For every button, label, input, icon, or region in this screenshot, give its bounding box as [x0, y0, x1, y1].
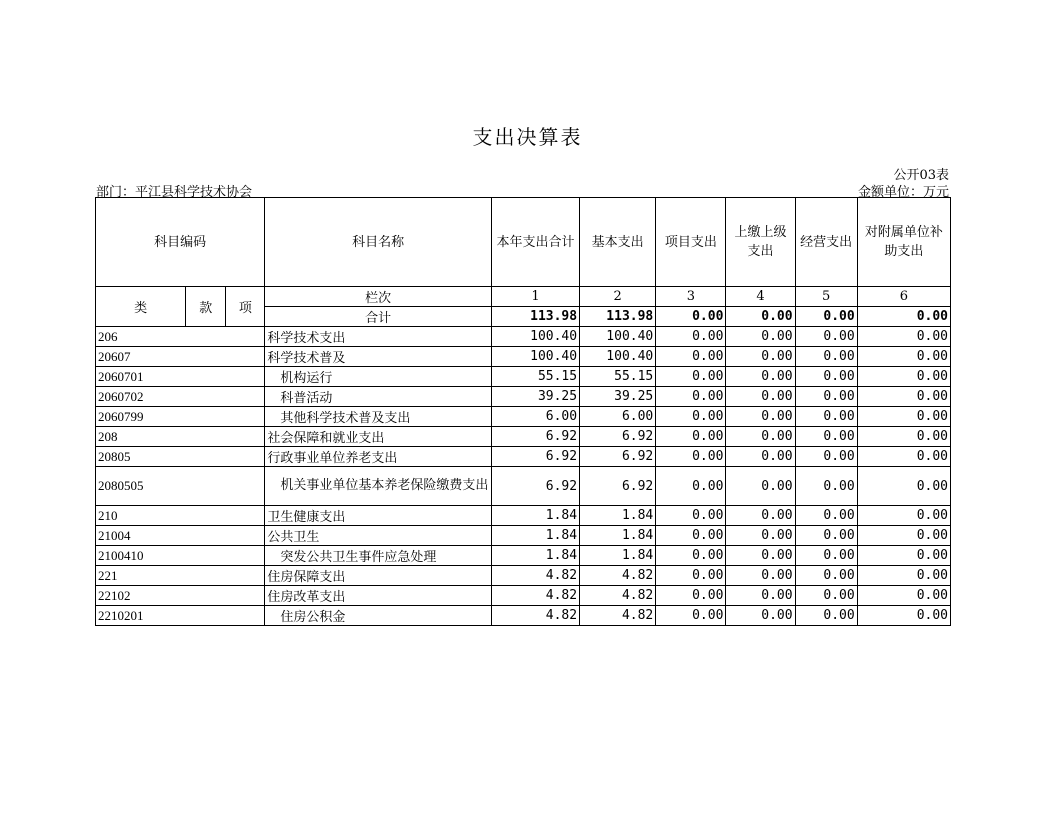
amount-cell: 0.00 — [857, 367, 950, 387]
subject-code: 210 — [96, 506, 186, 526]
subject-code: 221 — [96, 566, 186, 586]
table-row — [96, 566, 951, 586]
sum-value: 113.98 — [580, 307, 656, 327]
amount-cell: 4.82 — [491, 606, 579, 626]
subject-code: 206 — [96, 327, 186, 347]
table-row — [96, 447, 951, 467]
amount-cell: 0.00 — [857, 566, 950, 586]
sum-value: 0.00 — [795, 307, 857, 327]
subject-name: 其他科学技术普及支出 — [265, 407, 492, 427]
subject-code: 22102 — [96, 586, 186, 606]
amount-cell: 100.40 — [580, 347, 656, 367]
header-subject-name: 科目名称 — [265, 198, 492, 287]
table-row — [96, 327, 951, 347]
amount-cell: 6.92 — [491, 467, 579, 506]
amount-cell: 0.00 — [656, 526, 726, 546]
table-body — [96, 327, 951, 626]
amount-cell: 0.00 — [656, 566, 726, 586]
amount-cell: 0.00 — [726, 407, 795, 427]
amount-cell: 0.00 — [726, 427, 795, 447]
subject-name: 住房改革支出 — [265, 586, 492, 606]
amount-cell: 0.00 — [656, 347, 726, 367]
table-row — [96, 506, 951, 526]
header-subsidy: 对附属单位补助支出 — [857, 198, 950, 287]
amount-cell: 6.92 — [491, 447, 579, 467]
amount-cell: 0.00 — [795, 327, 857, 347]
sum-value: 113.98 — [491, 307, 579, 327]
header-basic: 基本支出 — [580, 198, 656, 287]
amount-cell: 1.84 — [580, 506, 656, 526]
amount-cell: 0.00 — [857, 506, 950, 526]
code-spacer — [186, 407, 265, 427]
amount-cell: 6.00 — [580, 407, 656, 427]
amount-cell: 1.84 — [491, 546, 579, 566]
amount-cell: 0.00 — [795, 347, 857, 367]
amount-cell: 39.25 — [580, 387, 656, 407]
amount-cell: 6.92 — [580, 467, 656, 506]
amount-cell: 0.00 — [726, 586, 795, 606]
col-num: 1 — [491, 287, 579, 307]
amount-cell: 1.84 — [580, 546, 656, 566]
amount-cell: 6.00 — [491, 407, 579, 427]
amount-cell: 0.00 — [795, 427, 857, 447]
amount-unit-label: 金额单位：万元 — [857, 185, 949, 200]
header-operate: 经营支出 — [795, 198, 857, 287]
amount-cell: 0.00 — [656, 327, 726, 347]
subject-name: 机关事业单位基本养老保险缴费支出 — [265, 467, 492, 506]
amount-cell: 0.00 — [795, 566, 857, 586]
amount-cell: 0.00 — [857, 586, 950, 606]
amount-cell: 0.00 — [726, 447, 795, 467]
col-num: 4 — [726, 287, 795, 307]
amount-cell: 0.00 — [795, 467, 857, 506]
header-lei: 类 — [96, 287, 186, 327]
amount-cell: 4.82 — [580, 586, 656, 606]
table-row — [96, 546, 951, 566]
amount-cell: 0.00 — [656, 427, 726, 447]
amount-cell: 0.00 — [656, 387, 726, 407]
amount-cell: 0.00 — [656, 447, 726, 467]
amount-cell: 4.82 — [580, 606, 656, 626]
amount-cell: 0.00 — [656, 367, 726, 387]
sum-value: 0.00 — [726, 307, 795, 327]
table-row — [96, 526, 951, 546]
amount-cell: 100.40 — [491, 347, 579, 367]
code-spacer — [186, 327, 265, 347]
amount-cell: 1.84 — [580, 526, 656, 546]
expenditure-table — [95, 197, 951, 626]
amount-cell: 0.00 — [726, 467, 795, 506]
subject-name: 机构运行 — [265, 367, 492, 387]
amount-cell: 55.15 — [580, 367, 656, 387]
amount-cell: 6.92 — [580, 427, 656, 447]
amount-cell: 0.00 — [857, 447, 950, 467]
header-xiang: 项 — [226, 287, 265, 327]
code-spacer — [186, 526, 265, 546]
code-spacer — [186, 447, 265, 467]
amount-cell: 0.00 — [795, 526, 857, 546]
amount-cell: 0.00 — [656, 506, 726, 526]
amount-cell: 0.00 — [656, 586, 726, 606]
header-column-label: 栏次 — [265, 287, 492, 307]
subject-code: 2100410 — [96, 546, 186, 566]
amount-cell: 55.15 — [491, 367, 579, 387]
header-remit: 上缴上级支出 — [726, 198, 795, 287]
code-spacer — [186, 387, 265, 407]
subject-name: 行政事业单位养老支出 — [265, 447, 492, 467]
amount-cell: 6.92 — [580, 447, 656, 467]
amount-cell: 0.00 — [726, 347, 795, 367]
subject-code: 2210201 — [96, 606, 186, 626]
subject-code: 20805 — [96, 447, 186, 467]
col-num: 2 — [580, 287, 656, 307]
page-title: 支出决算表 — [472, 125, 583, 149]
amount-cell: 0.00 — [726, 327, 795, 347]
table-row — [96, 467, 951, 506]
subject-name: 住房保障支出 — [265, 566, 492, 586]
amount-cell: 0.00 — [795, 606, 857, 626]
amount-cell: 0.00 — [726, 367, 795, 387]
amount-cell: 0.00 — [726, 606, 795, 626]
amount-cell: 0.00 — [795, 546, 857, 566]
subject-code: 208 — [96, 427, 186, 447]
table-row — [96, 407, 951, 427]
amount-cell: 0.00 — [656, 546, 726, 566]
subject-code: 2060799 — [96, 407, 186, 427]
table-row — [96, 387, 951, 407]
amount-cell: 0.00 — [726, 546, 795, 566]
subject-name: 公共卫生 — [265, 526, 492, 546]
subject-name: 科学技术支出 — [265, 327, 492, 347]
amount-cell: 0.00 — [857, 467, 950, 506]
table-row — [96, 586, 951, 606]
code-spacer — [186, 506, 265, 526]
amount-cell: 0.00 — [857, 546, 950, 566]
code-spacer — [186, 367, 265, 387]
table-row — [96, 367, 951, 387]
subject-name: 住房公积金 — [265, 606, 492, 626]
amount-cell: 100.40 — [580, 327, 656, 347]
subject-name: 突发公共卫生事件应急处理 — [265, 546, 492, 566]
amount-cell: 0.00 — [656, 407, 726, 427]
amount-cell: 0.00 — [795, 367, 857, 387]
table-row — [96, 606, 951, 626]
amount-cell: 0.00 — [795, 387, 857, 407]
amount-cell: 0.00 — [726, 526, 795, 546]
amount-cell: 1.84 — [491, 526, 579, 546]
subject-code: 2080505 — [96, 467, 186, 506]
col-num: 5 — [795, 287, 857, 307]
amount-cell: 4.82 — [491, 566, 579, 586]
sum-value: 0.00 — [656, 307, 726, 327]
code-spacer — [186, 566, 265, 586]
amount-cell: 100.40 — [491, 327, 579, 347]
subject-name: 科普活动 — [265, 387, 492, 407]
form-number: 公开03表 — [893, 168, 949, 183]
department-label: 部门：平江县科学技术协会 — [96, 185, 253, 200]
subject-code: 2060702 — [96, 387, 186, 407]
amount-cell: 4.82 — [580, 566, 656, 586]
header-project: 项目支出 — [656, 198, 726, 287]
subject-name: 卫生健康支出 — [265, 506, 492, 526]
amount-cell: 0.00 — [656, 467, 726, 506]
subject-code: 20607 — [96, 347, 186, 367]
amount-cell: 1.84 — [491, 506, 579, 526]
amount-cell: 0.00 — [726, 387, 795, 407]
amount-cell: 0.00 — [857, 526, 950, 546]
sum-label: 合计 — [265, 307, 492, 327]
subject-name: 科学技术普及 — [265, 347, 492, 367]
amount-cell: 0.00 — [726, 506, 795, 526]
subject-code: 2060701 — [96, 367, 186, 387]
amount-cell: 4.82 — [491, 586, 579, 606]
amount-cell: 0.00 — [857, 427, 950, 447]
code-spacer — [186, 586, 265, 606]
amount-cell: 6.92 — [491, 427, 579, 447]
code-spacer — [186, 467, 265, 506]
amount-cell: 0.00 — [656, 606, 726, 626]
amount-cell: 0.00 — [857, 347, 950, 367]
header-kuan: 款 — [186, 287, 226, 327]
sum-value: 0.00 — [857, 307, 950, 327]
code-spacer — [186, 606, 265, 626]
amount-cell: 0.00 — [857, 407, 950, 427]
subject-name: 社会保障和就业支出 — [265, 427, 492, 447]
table-row — [96, 347, 951, 367]
amount-cell: 39.25 — [491, 387, 579, 407]
amount-cell: 0.00 — [795, 506, 857, 526]
col-num: 3 — [656, 287, 726, 307]
amount-cell: 0.00 — [726, 566, 795, 586]
amount-cell: 0.00 — [795, 586, 857, 606]
code-spacer — [186, 347, 265, 367]
subject-code: 21004 — [96, 526, 186, 546]
amount-cell: 0.00 — [795, 407, 857, 427]
amount-cell: 0.00 — [857, 606, 950, 626]
amount-cell: 0.00 — [857, 327, 950, 347]
code-spacer — [186, 427, 265, 447]
amount-cell: 0.00 — [795, 447, 857, 467]
amount-cell: 0.00 — [857, 387, 950, 407]
header-total: 本年支出合计 — [491, 198, 579, 287]
table-row — [96, 427, 951, 447]
header-subject-code: 科目编码 — [96, 198, 265, 287]
code-spacer — [186, 546, 265, 566]
col-num: 6 — [857, 287, 950, 307]
